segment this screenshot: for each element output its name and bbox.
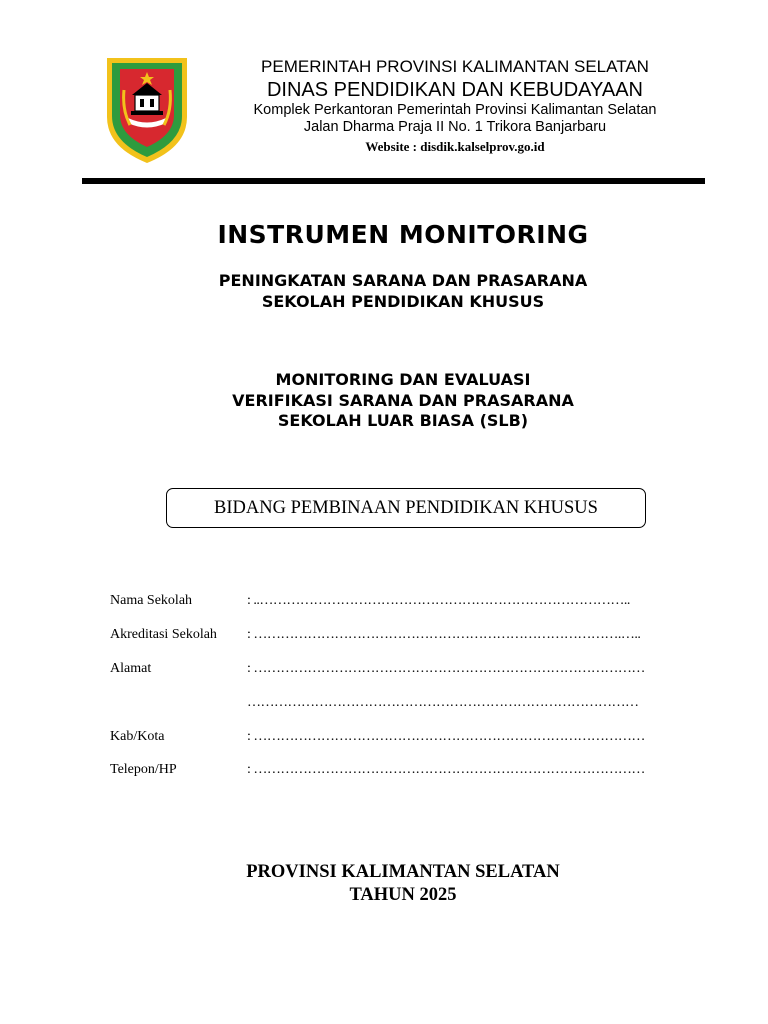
header-government: PEMERINTAH PROVINSI KALIMANTAN SELATAN [261,57,649,76]
subtitle-line-1: PENINGKATAN SARANA DAN PRASARANA [218,271,588,290]
division-label: BIDANG PEMBINAAN PENDIDIKAN KHUSUS [214,497,598,518]
field-label-nama-sekolah: Nama Sekolah [110,593,193,608]
field-value-nama-sekolah: : ..……………………………………………………………………….. [247,593,630,608]
kalimantan-selatan-emblem-icon [104,55,190,165]
header-divider [82,178,705,184]
field-value-alamat: : …………………………………………………………………………… [247,661,645,676]
field-label-telepon: Telepon/HP [110,762,177,777]
division-box [166,488,646,528]
footer-year: TAHUN 2025 [349,885,457,905]
header-address-1: Komplek Perkantoran Pemerintah Provinsi Kalimantan Selatan [253,102,657,118]
monev-line-2: VERIFIKASI SARANA DAN PRASARANA [232,391,574,410]
footer-province: PROVINSI KALIMANTAN SELATAN [246,862,560,882]
field-label-alamat: Alamat [110,661,152,676]
subtitle-line-2: SEKOLAH PENDIDIKAN KHUSUS [261,292,545,311]
header-department: DINAS PENDIDIKAN DAN KEBUDAYAAN [266,79,643,101]
monev-line-3: SEKOLAH LUAR BIASA (SLB) [277,411,529,430]
field-label-akreditasi: Akreditasi Sekolah [110,627,217,642]
header-address-2: Jalan Dharma Praja II No. 1 Trikora Banjarbaru [303,119,607,135]
document-title: INSTRUMEN MONITORING [217,220,589,249]
monev-line-1: MONITORING DAN EVALUASI [275,370,531,389]
field-value-akreditasi: : ……………………………………………………………………….….. [247,627,641,642]
field-value-alamat-line-2: …………………………………………………………………………… [247,695,639,710]
field-value-kab-kota: : …………………………………………………………………………… [247,729,645,744]
field-label-kab-kota: Kab/Kota [110,729,165,744]
header-website: Website : disdik.kalselprov.go.id [365,139,545,154]
field-value-telepon: : …………………………………………………………………………… [247,762,645,777]
